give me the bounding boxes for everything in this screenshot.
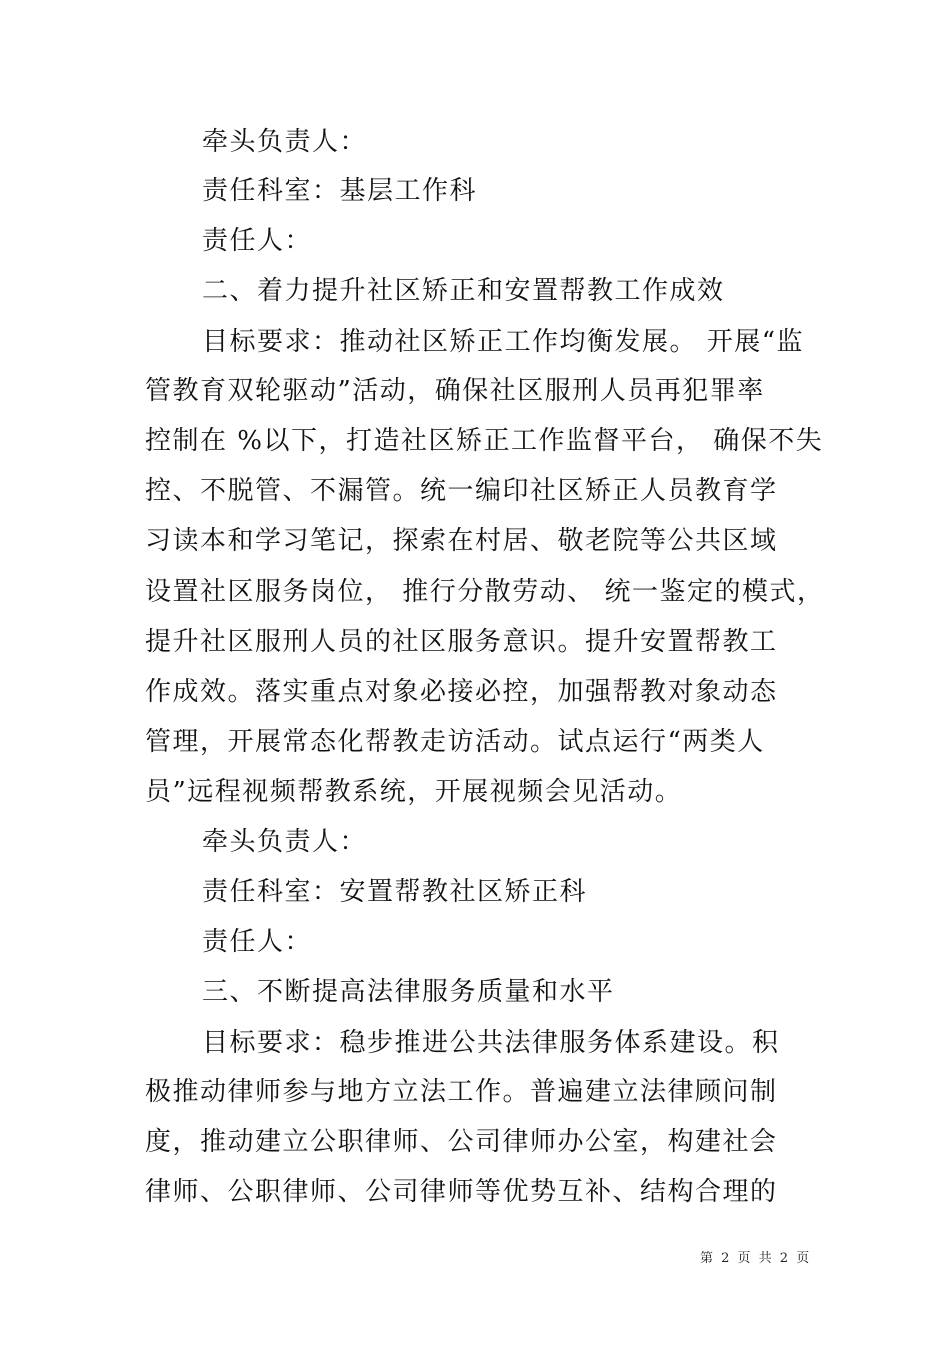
paragraph-line: 极推动律师参与地方立法工作。普遍建立法律顾问制 xyxy=(145,1077,778,1107)
paragraph-line: 提升社区服刑人员的社区服务意识。提升安置帮教工 xyxy=(145,627,778,657)
paragraph-line: 管理，开展常态化帮教走访活动。试点运行“两类人 xyxy=(145,727,765,757)
lead-person-line-2: 牵头负责人： xyxy=(202,827,368,857)
paragraph-line: 律师、公职律师、公司律师等优势互补、结构合理的 xyxy=(145,1177,778,1207)
paragraph-line: 控制在 %以下，打造社区矫正工作监督平台， 确保不失 xyxy=(145,426,824,456)
paragraph-line: 管教育双轮驱动”活动，确保社区服刑人员再犯罪率 xyxy=(145,376,765,406)
paragraph-line: 作成效。落实重点对象必接必控，加强帮教对象动态 xyxy=(145,677,778,707)
responsible-person-line-2: 责任人： xyxy=(202,927,313,957)
section-heading-3: 三、不断提高法律服务质量和水平 xyxy=(202,977,615,1007)
responsible-person-line-1: 责任人： xyxy=(202,226,313,256)
paragraph-line: 度，推动建立公职律师、公司律师办公室，构建社会 xyxy=(145,1127,778,1157)
responsible-dept-line-1: 责任科室：基层工作科 xyxy=(202,176,478,206)
section-heading-2: 二、着力提升社区矫正和安置帮教工作成效 xyxy=(202,276,725,306)
paragraph-line: 员”远程视频帮教系统，开展视频会见活动。 xyxy=(145,777,683,807)
responsible-dept-line-2: 责任科室：安置帮教社区矫正科 xyxy=(202,877,588,907)
paragraph-line: 控、不脱管、不漏管。统一编印社区矫正人员教育学 xyxy=(145,476,778,506)
paragraph-line: 目标要求：推动社区矫正工作均衡发展。 开展“监 xyxy=(202,327,805,357)
lead-person-line-1: 牵头负责人： xyxy=(202,127,368,157)
paragraph-line: 习读本和学习笔记，探索在村居、敬老院等公共区域 xyxy=(145,526,778,556)
paragraph-line: 设置社区服务岗位， 推行分散劳动、 统一鉴定的模式， xyxy=(145,577,825,607)
paragraph-line: 目标要求：稳步推进公共法律服务体系建设。积 xyxy=(202,1028,780,1058)
page-number: 第 2 页 共 2 页 xyxy=(700,1251,812,1266)
